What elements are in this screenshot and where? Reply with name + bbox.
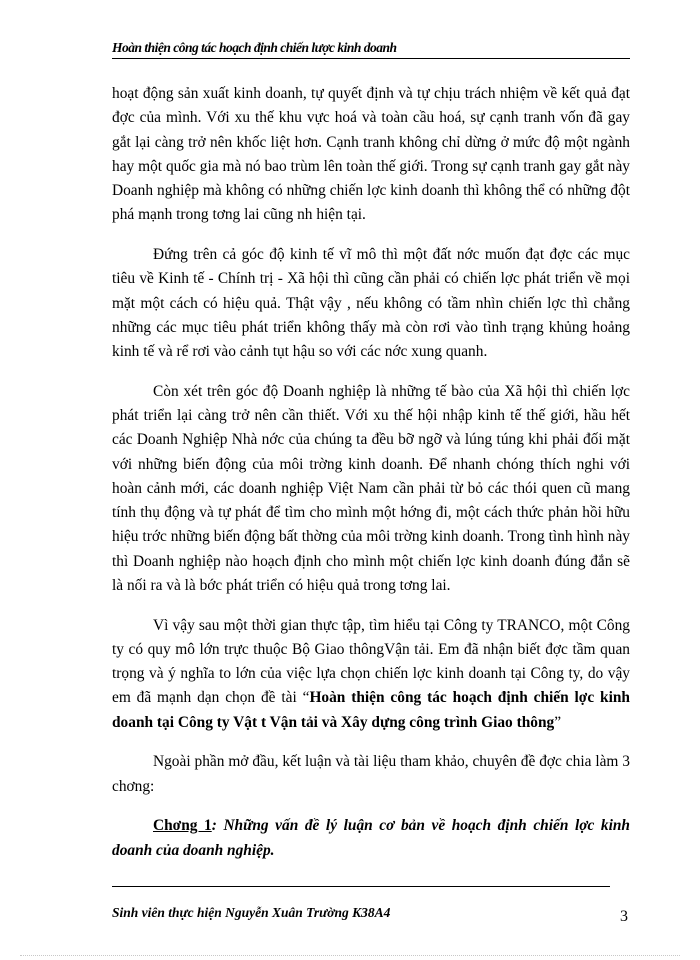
footer-rule [112,886,610,887]
chapter-title: : Những vấn đề lý luận cơ bản về hoạch định chiến lợc kinh doanh của doanh nghiệp. [112,817,630,859]
page-header [112,40,630,60]
body-text [112,82,630,878]
page-bottom-dotted-line [20,955,680,956]
header-title: Hoàn thiện công tác hoạch định chiến lược kinh doanh [112,40,397,55]
footer-author: Sinh viên thực hiện Nguyễn Xuân Trường K38A4 [112,905,391,920]
paragraph-5: Ngoài phần mở đầu, kết luận và tài liệu tham khảo, chuyên đề đợc chia làm 3 chơng: [112,753,630,795]
paragraph-2: Đứng trên cả góc độ kinh tế vĩ mô thì một đất nớc muốn đạt đợc các mục tiêu về Kinh tế - Chính trị - Xã hội thì cũng cần phải có chiến lợc phát triển về mọi mặt một cách có hiệu quả. Thật vậy , nếu không có tầm nhìn chiến lợc thì chẳng những các mục tiêu phát triển không thấy mà còn rơi vào tình trạng khủng hoảng kinh tế và rể rơi vào cảnh tụt hậu so với các nớc xung quanh. [112,246,630,360]
paragraph-3: Còn xét trên góc độ Doanh nghiệp là những tế bào của Xã hội thì chiến lợc phát triển lại càng trở nên cần thiết. Với xu thế hội nhập kinh tế thế giới, hầu hết các Doanh Nghiệp Nhà nớc của chúng ta đều bỡ ngỡ và lúng túng khi phải đối mặt với những biến động của môi trờng kinh doanh. Để nhanh chóng thích nghi với hoàn cảnh mới, các doanh nghiệp Việt Nam cần phải từ bỏ các thói quen cũ mang tính thụ động và tự phát để tìm cho mình một hớng đi, một cách thức phản hồi hữu hiệu trớc những biến động bất thờng của môi trờng kinh doanh. Trong tình hình này thì Doanh nghiệp nào hoạch định cho mình một chiến lợc kinh doanh đúng đắn sẽ là nối ra và là bớc phát triển có hiệu quả trong tơng lai. [112,382,630,594]
paragraph-4 [112,614,630,735]
paragraph-4-close-quote: ” [554,713,562,731]
paragraph-4-text: Vì vậy sau một thời gian thực tập, tìm hiểu tại Công ty TRANCO, một Công ty có quy mô lớn trực thuộc Bộ Giao thôngVận tải. Em đã nhận biết đợc tầm quan trọng và ý nghĩa to lớn của việc lựa chọn chiến lợc kinh doanh tại Công ty, do vậy em đã mạnh dạn chọn đề tài “ [112,616,630,707]
header-rule [112,58,630,59]
paragraph-1: hoạt động sản xuất kinh doanh, tự quyết định và tự chịu trách nhiệm về kết quả đạt đợc của mình. Với xu thế khu vực hoá và toàn cầu hoá, sự cạnh tranh vốn đã gay gắt lại càng trở nên khốc liệt hơn. Cạnh tranh không chỉ dừng ở mức độ một ngành hay một quốc gia mà nó bao trùm lên toàn thế giới. Trong sự cạnh tranh gay gắt này Doanh nghiệp mà không có những chiến lợc kinh doanh thì không thể có những đột phá mạnh trong tơng lai cũng nh hiện tại. [112,85,630,224]
chapter-1-entry [112,814,630,863]
chapter-label: Chơng 1 [153,817,212,835]
thesis-title: Hoàn thiện công tác hoạch định chiến lợc kinh doanh tại Công ty Vật t Vận tải và Xây dựng công trình Giao thông [112,689,630,731]
page-number: 3 [620,908,628,925]
